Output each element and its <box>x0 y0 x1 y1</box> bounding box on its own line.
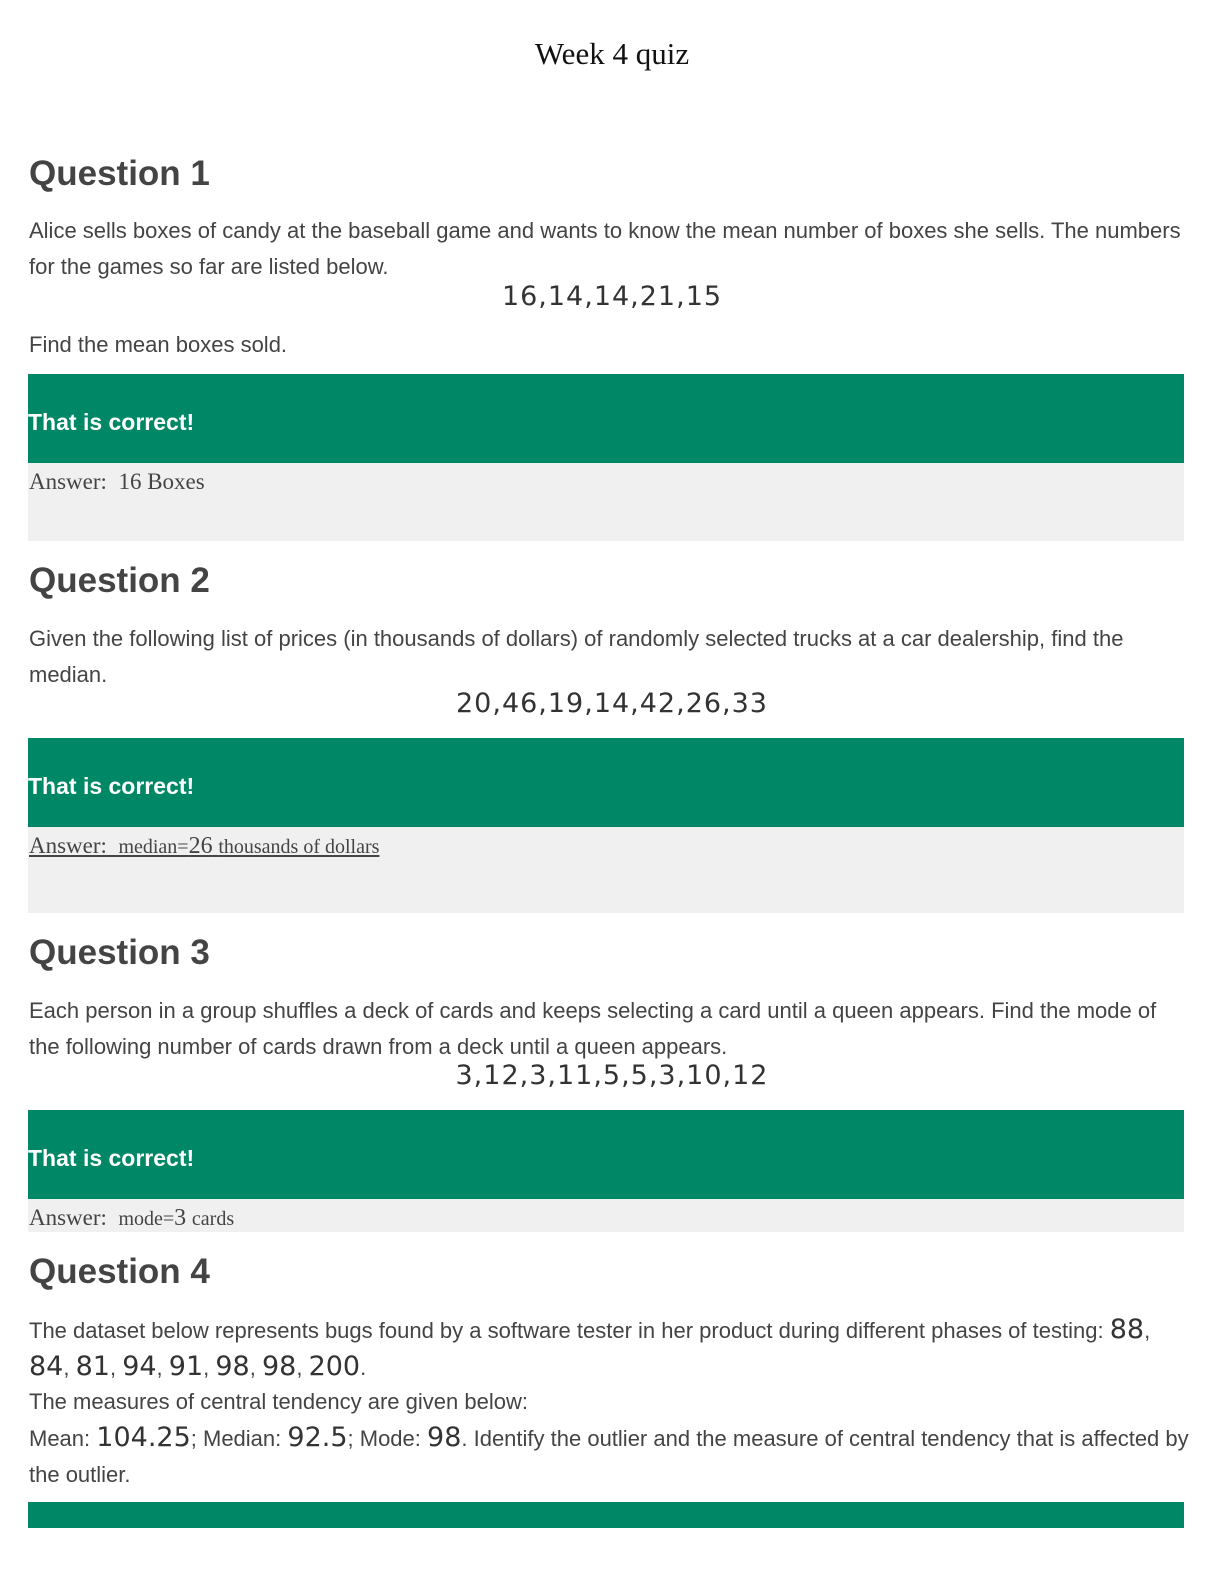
question-3-heading: Question 3 <box>29 933 210 972</box>
feedback-text: That is correct! <box>28 1145 195 1171</box>
page-title: Week 4 quiz <box>534 36 690 71</box>
question-2-feedback-banner <box>28 738 1184 827</box>
question-1-answer-box <box>28 463 1184 541</box>
value: 88 <box>1109 1314 1145 1345</box>
value: 200 <box>308 1351 361 1382</box>
question-2-text: Given the following list of prices (in thousands of dollars) of randomly selected trucks at a car dealership, find the median. <box>29 626 1124 687</box>
value: 94 <box>122 1351 157 1382</box>
answer-suffix: cards <box>191 1208 235 1230</box>
question-4-intro: The dataset below represents bugs found by a software tester in her product during different phases of testing: <box>29 1318 1104 1343</box>
answer-prefix: mode= <box>118 1208 175 1230</box>
answer-line <box>29 469 205 495</box>
question-4-heading: Question 4 <box>29 1252 210 1291</box>
question-1-followup: Find the mean boxes sold. <box>29 332 288 357</box>
question-4-feedback-banner <box>28 1502 1184 1528</box>
question-3-feedback-banner <box>28 1110 1184 1199</box>
mode-value: 98 <box>427 1422 462 1453</box>
feedback-text: That is correct! <box>28 409 195 435</box>
median-value: 92.5 <box>287 1422 348 1453</box>
value: 91 <box>168 1351 204 1382</box>
answer-suffix: thousands of dollars <box>218 836 380 858</box>
question-1-dataset: 16,14,14,21,15 <box>501 281 723 312</box>
answer-value: 16 Boxes <box>118 469 205 494</box>
answer-label: Answer: <box>29 469 107 494</box>
mean-value: 104.25 <box>96 1422 191 1453</box>
value: 98 <box>215 1351 250 1382</box>
mode-label: ; Mode: <box>347 1426 421 1451</box>
question-3-text: Each person in a group shuffles a deck of cards and keeps selecting a card until a queen appears. Find the mode of the following number of cards drawn from a deck until a queen appears. <box>29 998 1157 1059</box>
answer-number: 3 <box>174 1205 187 1231</box>
answer-line <box>29 1205 234 1232</box>
answer-prefix: median= <box>118 836 189 858</box>
measures-intro: The measures of central tendency are given below: <box>29 1389 528 1414</box>
answer-label: Answer: <box>29 833 107 858</box>
answer-number: 26 <box>188 833 213 859</box>
question-2-heading: Question 2 <box>29 561 210 600</box>
question-3-dataset: 3,12,3,11,5,5,3,10,12 <box>455 1060 769 1091</box>
question-1-heading: Question 1 <box>29 154 210 193</box>
value: 84 <box>29 1351 64 1382</box>
question-1-text: Alice sells boxes of candy at the baseball game and wants to know the mean number of boxes she sells. The numbers for the games so far are listed below. <box>29 218 1181 279</box>
question-3-answer-box <box>28 1199 1184 1232</box>
feedback-text: That is correct! <box>28 773 195 799</box>
question-4-instruction: . Identify the outlier and the measure of central tendency that is affected by the outlier. <box>29 1426 1189 1487</box>
value: 81 <box>75 1351 110 1382</box>
question-1-feedback-banner <box>28 374 1184 463</box>
answer-label: Answer: <box>29 1205 107 1230</box>
question-4-values: 88, 84, 81, 94, 91, 98, 98, 200. <box>29 1314 1151 1382</box>
answer-line <box>29 833 379 860</box>
question-2-dataset: 20,46,19,14,42,26,33 <box>456 688 768 719</box>
question-4-text <box>29 1312 1189 1386</box>
median-label: ; Median: <box>190 1426 282 1451</box>
mean-label: Mean: <box>29 1426 91 1451</box>
question-4-measures <box>29 1384 1189 1493</box>
question-2-answer-box <box>28 827 1184 913</box>
value: 98 <box>261 1351 297 1382</box>
